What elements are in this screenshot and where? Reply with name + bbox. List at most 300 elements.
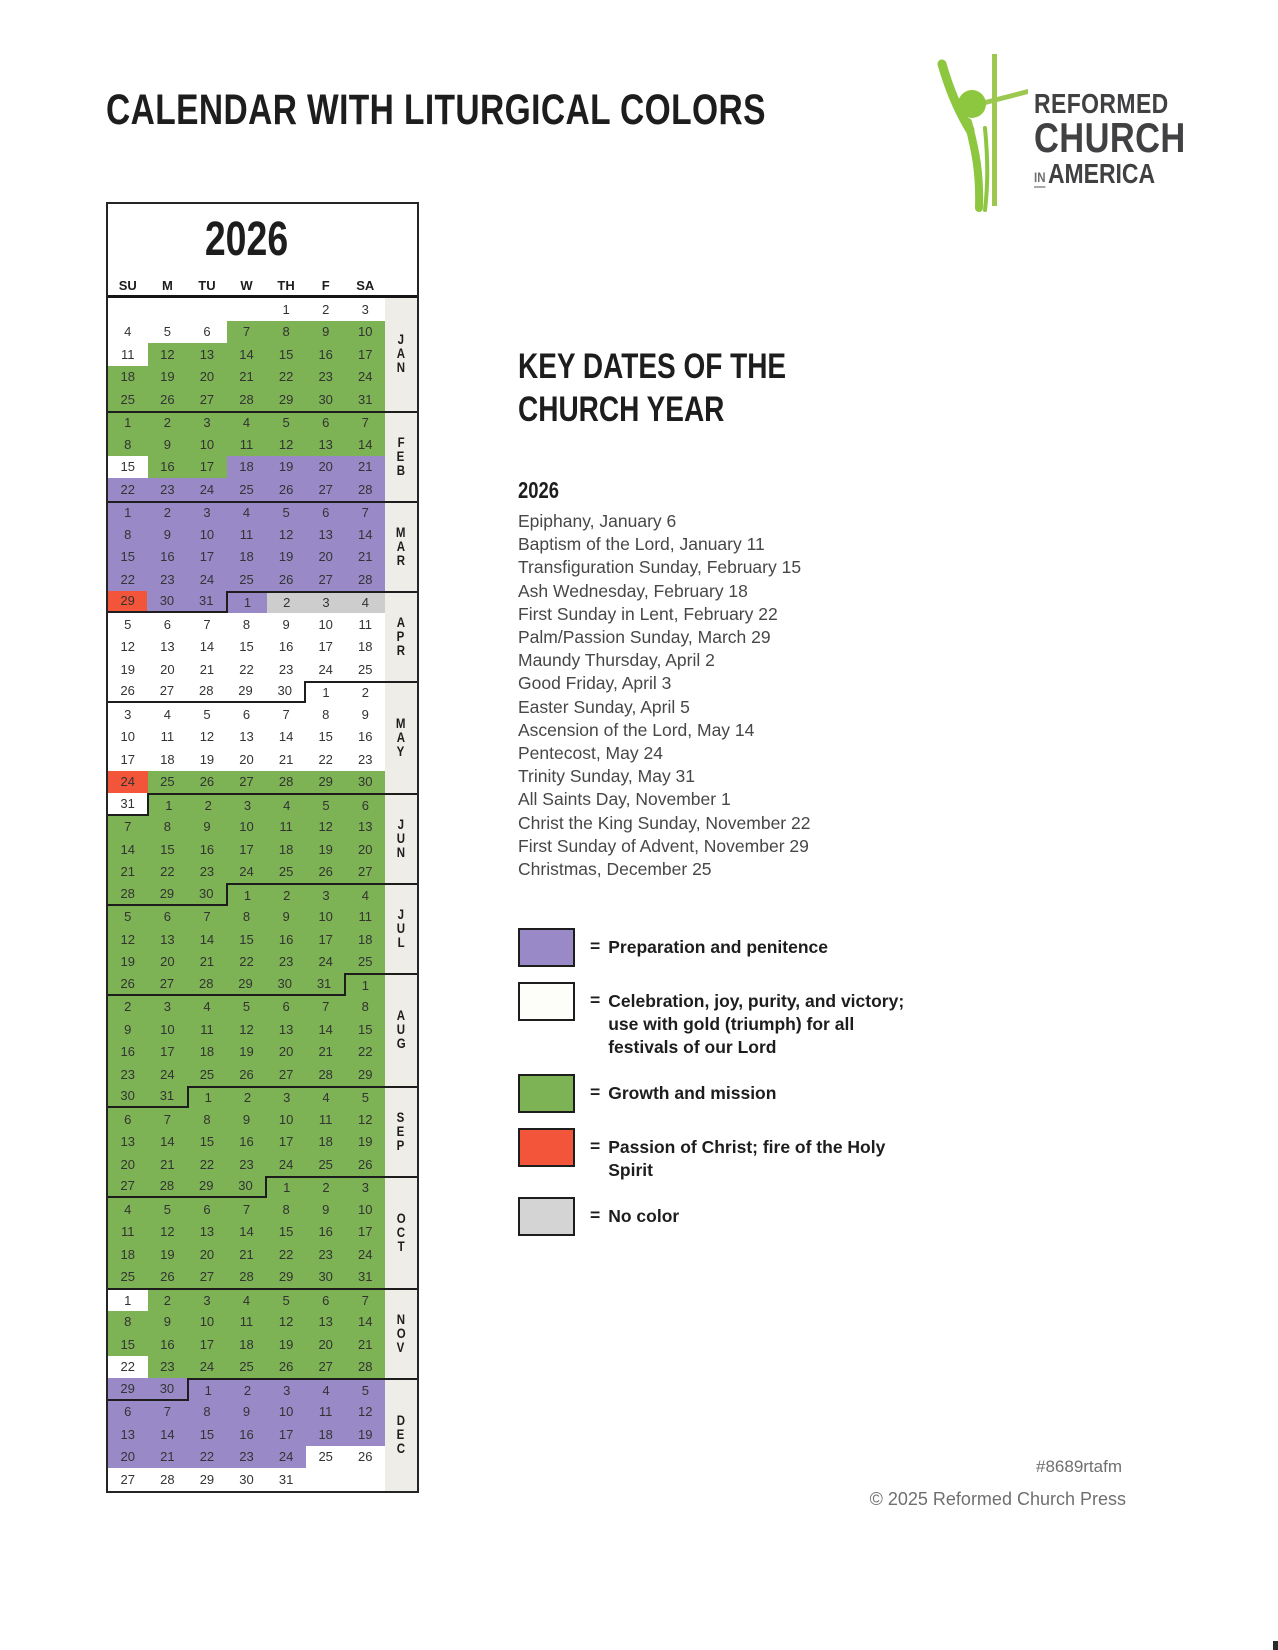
day-cell: 21 [227, 1243, 267, 1266]
month-label-letter: N [396, 360, 406, 376]
day-cell: 23 [345, 748, 385, 771]
day-cell: 17 [266, 1423, 306, 1446]
day-cell: 21 [108, 861, 148, 884]
calendar-week-row [108, 613, 385, 636]
day-cell: 28 [227, 388, 267, 411]
day-cell: 7 [187, 613, 227, 636]
day-cell: 17 [187, 546, 227, 569]
day-cell: 21 [345, 1333, 385, 1356]
day-cell: 18 [108, 1243, 148, 1266]
day-cell: 14 [187, 636, 227, 659]
day-cell: 19 [266, 1333, 306, 1356]
day-cell: 8 [306, 703, 346, 726]
day-cell: 19 [345, 1131, 385, 1154]
day-cell: 23 [108, 1063, 148, 1086]
day-cell: 31 [345, 388, 385, 411]
day-cell: 14 [345, 523, 385, 546]
key-date-item: Pentecost, May 24 [518, 743, 663, 764]
day-cell: 17 [345, 1221, 385, 1244]
month-label-letter: A [396, 346, 406, 362]
day-cell: 16 [306, 1221, 346, 1244]
day-cell: 2 [306, 298, 346, 321]
calendar-week-row [108, 1176, 385, 1199]
calendar-week-row [108, 1041, 385, 1064]
day-cell: 6 [108, 1108, 148, 1131]
legend-equals-sign: = [590, 990, 601, 1010]
day-cell: 19 [306, 838, 346, 861]
day-cell: 27 [147, 973, 186, 996]
day-cell: 30 [306, 1266, 346, 1289]
day-cell: 3 [187, 501, 227, 524]
legend-item [518, 1074, 918, 1113]
day-cell: 29 [187, 1176, 226, 1199]
legend-equals-sign: = [590, 1205, 601, 1225]
day-cell: 7 [148, 1108, 188, 1131]
day-of-week-label: TH [277, 278, 295, 293]
day-cell: 7 [148, 1401, 188, 1424]
day-cell: 9 [306, 321, 346, 344]
day-cell: 22 [187, 1153, 227, 1176]
day-cell: 11 [148, 726, 188, 749]
day-of-week-label: SU [118, 278, 137, 293]
key-date-item: Good Friday, April 3 [518, 673, 672, 694]
day-cell: 28 [345, 568, 385, 591]
day-cell: 9 [227, 1108, 267, 1131]
day-cell: 18 [148, 748, 188, 771]
calendar-week-row [108, 343, 385, 366]
calendar-week-row [108, 298, 385, 321]
day-cell: 4 [148, 703, 188, 726]
calendar-grid [108, 298, 385, 1491]
day-cell: 22 [108, 568, 148, 591]
calendar-week-row [108, 456, 385, 479]
day-cell: 1 [226, 591, 267, 614]
legend-equals-sign: = [590, 1136, 601, 1156]
day-cell: 20 [187, 1243, 227, 1266]
day-cell: 6 [346, 793, 385, 816]
day-cell: 10 [345, 321, 385, 344]
day-cell: 15 [108, 1333, 148, 1356]
day-cell: 14 [227, 343, 267, 366]
calendar-week-row [108, 726, 385, 749]
day-cell: 3 [108, 703, 148, 726]
day-cell: 3 [346, 1176, 385, 1199]
month-label-letter: J [397, 817, 405, 832]
calendar-week-row [108, 1266, 385, 1289]
day-cell: 18 [345, 636, 385, 659]
day-cell: 23 [227, 1153, 267, 1176]
month-label-letter: E [397, 448, 405, 464]
month-label-letter: U [396, 1022, 406, 1038]
day-cell [345, 1468, 385, 1491]
day-cell: 9 [148, 523, 188, 546]
day-cell: 28 [187, 681, 226, 704]
month-label-oct [385, 1176, 417, 1289]
day-cell: 12 [266, 1311, 306, 1334]
day-cell: 9 [266, 906, 306, 929]
day-cell: 24 [345, 366, 385, 389]
day-cell: 17 [108, 748, 148, 771]
day-cell: 18 [227, 546, 267, 569]
day-cell: 14 [306, 1018, 346, 1041]
day-cell: 9 [148, 433, 188, 456]
day-cell: 1 [187, 1086, 228, 1109]
day-cell: 13 [306, 523, 346, 546]
day-cell: 24 [227, 861, 267, 884]
key-date-item: First Sunday of Advent, November 29 [518, 835, 809, 856]
page-corner-mark [1273, 1641, 1278, 1650]
calendar-week-row [108, 703, 385, 726]
day-cell: 7 [345, 501, 385, 524]
key-date-item: Palm/Passion Sunday, March 29 [518, 627, 771, 648]
calendar-week-row [108, 996, 385, 1019]
calendar-week-row [108, 568, 385, 591]
month-label-letter: J [397, 332, 405, 348]
day-cell: 12 [266, 433, 306, 456]
rca-logo [928, 48, 1219, 213]
calendar-week-row [108, 906, 385, 929]
calendar-week-row [108, 523, 385, 546]
day-cell: 31 [108, 793, 147, 816]
day-cell: 7 [108, 816, 148, 839]
day-cell: 20 [306, 546, 346, 569]
day-cell: 30 [147, 1378, 186, 1401]
calendar-week-row [108, 1378, 385, 1401]
month-label-jun [385, 793, 417, 883]
day-cell: 25 [108, 388, 148, 411]
day-cell: 13 [108, 1423, 148, 1446]
day-cell: 20 [148, 951, 188, 974]
day-cell: 24 [266, 1446, 306, 1469]
day-cell: 19 [187, 748, 227, 771]
calendar-week-row [108, 793, 385, 816]
day-cell: 24 [345, 1243, 385, 1266]
day-cell: 8 [108, 433, 148, 456]
day-cell: 28 [227, 1266, 267, 1289]
month-label-apr [385, 591, 417, 681]
day-cell: 26 [108, 681, 147, 704]
day-cell: 26 [148, 1266, 188, 1289]
day-cell: 23 [148, 1356, 188, 1379]
month-label-letter: A [396, 538, 406, 554]
day-of-week-label: TU [198, 278, 216, 293]
month-label-column [385, 298, 417, 1491]
logo-in-label: IN [1034, 169, 1045, 188]
day-cell: 30 [306, 388, 346, 411]
day-cell: 13 [345, 816, 385, 839]
day-cell: 2 [148, 1288, 188, 1311]
day-cell: 13 [306, 433, 346, 456]
day-cell: 28 [147, 1176, 186, 1199]
calendar-week-row [108, 681, 385, 704]
month-label-aug [385, 973, 417, 1086]
day-cell: 11 [227, 523, 267, 546]
day-cell: 12 [148, 343, 188, 366]
day-cell: 22 [306, 748, 346, 771]
day-cell: 4 [108, 1198, 148, 1221]
day-cell: 3 [267, 1378, 306, 1401]
day-cell: 14 [187, 928, 227, 951]
document-code: #8689rtafm [1036, 1457, 1122, 1476]
day-cell: 12 [345, 1108, 385, 1131]
day-cell: 26 [266, 1356, 306, 1379]
day-cell: 4 [227, 411, 267, 434]
day-cell: 11 [306, 1108, 346, 1131]
month-label-mar [385, 501, 417, 591]
day-cell: 16 [266, 636, 306, 659]
day-cell: 26 [266, 568, 306, 591]
day-cell: 19 [227, 1041, 267, 1064]
day-cell: 23 [187, 861, 227, 884]
calendar-header [108, 204, 417, 298]
day-cell: 29 [187, 1468, 227, 1491]
day-cell: 5 [266, 411, 306, 434]
day-cell: 21 [306, 1041, 346, 1064]
day-cell: 10 [187, 433, 227, 456]
rca-logo-text [1034, 90, 1186, 213]
legend-color-swatch [518, 982, 575, 1021]
day-cell: 17 [187, 1333, 227, 1356]
month-label-letter: R [396, 642, 406, 658]
legend-label: Passion of Christ; fire of the Holy Spirit [608, 1137, 886, 1180]
day-cell: 19 [108, 951, 148, 974]
day-cell: 6 [187, 321, 227, 344]
month-label-letter: M [396, 524, 406, 540]
month-label-letter: P [397, 628, 405, 644]
day-cell: 12 [306, 816, 346, 839]
day-cell: 10 [306, 906, 346, 929]
day-cell: 21 [266, 748, 306, 771]
day-cell: 18 [227, 1333, 267, 1356]
day-cell: 7 [266, 703, 306, 726]
day-cell: 25 [306, 1446, 346, 1469]
day-cell: 2 [108, 996, 148, 1019]
day-cell: 26 [227, 1063, 267, 1086]
legend-item [518, 1128, 918, 1182]
day-cell: 25 [345, 951, 385, 974]
day-cell: 28 [345, 1356, 385, 1379]
day-cell: 15 [148, 838, 188, 861]
day-cell: 19 [266, 546, 306, 569]
day-cell: 31 [266, 1468, 306, 1491]
day-cell: 24 [266, 1153, 306, 1176]
day-cell: 24 [148, 1063, 188, 1086]
month-label-feb [385, 411, 417, 501]
day-cell: 12 [227, 1018, 267, 1041]
day-cell: 6 [148, 906, 188, 929]
day-cell: 27 [306, 1356, 346, 1379]
calendar-week-row [108, 1288, 385, 1311]
key-date-item: Maundy Thursday, April 2 [518, 650, 715, 671]
day-cell: 15 [187, 1423, 227, 1446]
month-label-letter: C [396, 1441, 406, 1457]
calendar-week-row [108, 951, 385, 974]
legend-equals-sign: = [590, 1082, 601, 1102]
key-date-item: Christ the King Sunday, November 22 [518, 812, 811, 833]
day-cell: 13 [266, 1018, 306, 1041]
day-cell: 15 [108, 456, 148, 479]
day-cell: 8 [108, 523, 148, 546]
calendar-week-row [108, 366, 385, 389]
month-label-letter: U [396, 921, 406, 936]
day-cell: 28 [148, 1468, 188, 1491]
day-cell: 24 [306, 658, 346, 681]
day-cell: 23 [148, 568, 188, 591]
day-cell: 3 [267, 1086, 306, 1109]
day-cell: 4 [267, 793, 306, 816]
calendar-week-row [108, 1333, 385, 1356]
copyright-notice: © 2025 Reformed Church Press [869, 1489, 1126, 1509]
day-cell: 2 [267, 883, 306, 906]
month-label-letter: V [397, 1340, 405, 1355]
day-cell: 22 [108, 478, 148, 501]
day-cell: 29 [108, 1378, 147, 1401]
day-cell: 25 [108, 1266, 148, 1289]
day-cell: 22 [187, 1446, 227, 1469]
day-cell: 21 [148, 1153, 188, 1176]
day-cell: 27 [108, 1176, 147, 1199]
day-cell: 26 [345, 1153, 385, 1176]
day-cell: 2 [306, 1176, 345, 1199]
day-cell: 27 [108, 1468, 148, 1491]
key-date-item: Ascension of the Lord, May 14 [518, 719, 755, 740]
day-cell: 29 [345, 1063, 385, 1086]
day-cell: 14 [148, 1423, 188, 1446]
day-cell: 10 [187, 523, 227, 546]
calendar-week-row [108, 478, 385, 501]
day-cell: 10 [306, 613, 346, 636]
day-cell: 1 [304, 681, 345, 704]
day-cell: 9 [306, 1198, 346, 1221]
day-cell: 17 [306, 636, 346, 659]
day-cell: 20 [345, 838, 385, 861]
day-cell: 2 [148, 501, 188, 524]
month-label-nov [385, 1288, 417, 1378]
day-cell: 15 [345, 1018, 385, 1041]
day-cell: 5 [108, 906, 148, 929]
day-cell: 8 [187, 1401, 227, 1424]
day-cell: 22 [227, 951, 267, 974]
day-cell: 26 [266, 478, 306, 501]
day-cell: 16 [266, 928, 306, 951]
day-cell: 6 [108, 1401, 148, 1424]
key-date-item: Transfiguration Sunday, February 15 [518, 557, 802, 578]
day-cell: 3 [228, 793, 267, 816]
day-cell: 25 [227, 568, 267, 591]
day-cell: 20 [306, 1333, 346, 1356]
day-cell: 17 [148, 1041, 188, 1064]
day-cell: 5 [187, 703, 227, 726]
day-cell: 24 [187, 478, 227, 501]
day-cell: 5 [108, 613, 148, 636]
calendar-week-row [108, 1446, 385, 1469]
day-cell: 19 [345, 1423, 385, 1446]
day-cell: 18 [108, 366, 148, 389]
month-label-letter: B [396, 462, 406, 478]
rca-figure-cross-icon [928, 48, 1034, 213]
day-cell: 10 [108, 726, 148, 749]
day-cell: 28 [306, 1063, 346, 1086]
calendar-week-row [108, 658, 385, 681]
day-cell: 23 [266, 951, 306, 974]
day-cell: 28 [266, 771, 306, 794]
day-cell: 7 [187, 906, 227, 929]
day-cell: 10 [266, 1401, 306, 1424]
legend-label: No color [608, 1206, 680, 1226]
day-cell: 26 [345, 1446, 385, 1469]
day-cell: 30 [227, 1468, 267, 1491]
calendar-week-row [108, 1221, 385, 1244]
day-cell: 20 [306, 456, 346, 479]
day-cell: 6 [306, 1288, 346, 1311]
day-cell: 1 [266, 298, 306, 321]
day-cell: 3 [306, 883, 345, 906]
calendar-week-row [108, 973, 385, 996]
day-cell: 17 [266, 1131, 306, 1154]
calendar-week-row [108, 321, 385, 344]
legend-label: Preparation and penitence [608, 937, 829, 957]
day-cell [306, 1468, 346, 1491]
day-cell: 5 [148, 321, 188, 344]
day-cell: 5 [266, 501, 306, 524]
logo-line-in-america [1034, 158, 1186, 190]
day-cell: 21 [148, 1446, 188, 1469]
day-cell: 3 [345, 298, 385, 321]
day-cell: 4 [227, 1288, 267, 1311]
day-cell: 8 [108, 1311, 148, 1334]
day-cell: 1 [147, 793, 188, 816]
day-cell: 17 [187, 456, 227, 479]
day-cell: 25 [187, 1063, 227, 1086]
day-cell: 29 [266, 1266, 306, 1289]
day-cell: 27 [266, 1063, 306, 1086]
day-cell: 3 [187, 1288, 227, 1311]
day-cell: 4 [346, 591, 385, 614]
day-cell: 12 [187, 726, 227, 749]
day-cell: 18 [306, 1131, 346, 1154]
month-label-letter: S [397, 1109, 405, 1125]
day-cell: 16 [148, 456, 188, 479]
day-cell: 9 [227, 1401, 267, 1424]
calendar-year: 2026 [204, 213, 289, 266]
calendar-week-row [108, 928, 385, 951]
month-label-letter: A [396, 1008, 406, 1024]
key-date-item: Ash Wednesday, February 18 [518, 580, 748, 601]
day-cell: 30 [108, 1086, 147, 1109]
day-cell: 14 [345, 1311, 385, 1334]
legend-color-swatch [518, 1074, 575, 1113]
month-label-letter: A [396, 729, 406, 745]
day-cell: 1 [187, 1378, 228, 1401]
day-cell: 30 [265, 681, 304, 704]
day-cell: 7 [345, 411, 385, 434]
day-cell: 23 [306, 366, 346, 389]
day-cell: 10 [266, 1108, 306, 1131]
day-cell: 22 [266, 366, 306, 389]
day-cell: 25 [227, 1356, 267, 1379]
day-cell: 31 [345, 1266, 385, 1289]
calendar-week-row [108, 388, 385, 411]
day-cell: 20 [266, 1041, 306, 1064]
day-cell: 18 [266, 838, 306, 861]
day-cell: 22 [227, 658, 267, 681]
day-cell: 20 [108, 1153, 148, 1176]
day-cell: 16 [306, 343, 346, 366]
day-cell: 17 [345, 343, 385, 366]
day-cell: 30 [187, 883, 226, 906]
day-cell: 15 [187, 1131, 227, 1154]
day-of-week-label: SA [356, 278, 375, 293]
